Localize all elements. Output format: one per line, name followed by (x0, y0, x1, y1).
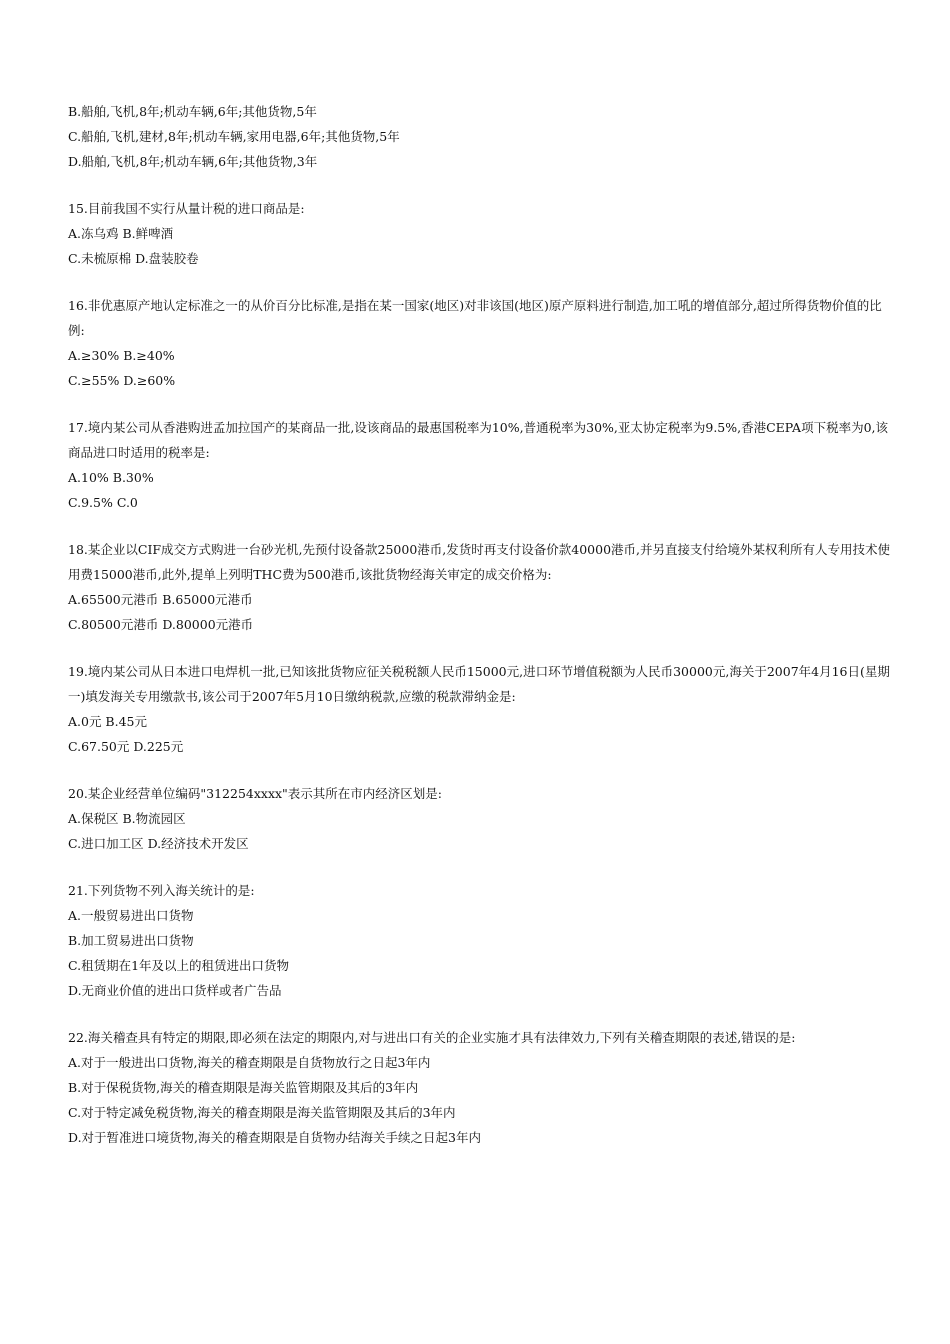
option-line: C.67.50元 D.225元 (68, 739, 184, 754)
option-line: C.≥55% D.≥60% (68, 373, 176, 388)
question-18 (68, 537, 898, 637)
option-line: A.对于一般进出口货物,海关的稽查期限是自货物放行之日起3年内 (68, 1055, 431, 1070)
option-line: A.≥30% B.≥40% (68, 348, 175, 363)
option-line: D.无商业价值的进出口货样或者广告品 (68, 983, 282, 998)
question-stem: 22.海关稽查具有特定的期限,即必须在法定的期限内,对与进出口有关的企业实施才具有法律效力,下列有关稽查期限的表述,错误的是: (68, 1030, 796, 1045)
question-stem: 17.境内某公司从香港购进孟加拉国产的某商品一批,设该商品的最惠国税率为10%,普通税率为30%,亚太协定税率为9.5%,香港CEPA项下税率为0,该商品进口时适用的税率是: (68, 420, 889, 460)
question-stem: 15.目前我国不实行从量计税的进口商品是: (68, 201, 305, 216)
option-line: B.对于保税货物,海关的稽查期限是海关监管期限及其后的3年内 (68, 1080, 419, 1095)
option-line: C.80500元港币 D.80000元港币 (68, 617, 254, 632)
question-stem: 19.境内某公司从日本进口电焊机一批,已知该批货物应征关税税额人民币15000元,进口环节增值税额为人民币30000元,海关于2007年4月16日(星期一)填发海关专用缴款书,该公司于2007年5月10日缴纳税款,应缴的税款滞纳金是: (68, 664, 890, 704)
question-stem: 21.下列货物不列入海关统计的是: (68, 883, 255, 898)
question-16 (68, 293, 898, 393)
option-line: C.船舶,飞机,建材,8年;机动车辆,家用电器,6年;其他货物,5年 (68, 129, 400, 144)
question-20 (68, 781, 898, 856)
question-19 (68, 659, 898, 759)
question-22 (68, 1025, 898, 1150)
option-line: C.未梳原棉 D.盘装胶卷 (68, 251, 199, 266)
question-stem: 20.某企业经营单位编码"312254xxxx"表示其所在市内经济区划是: (68, 786, 443, 801)
question-stem: 18.某企业以CIF成交方式购进一台砂光机,先预付设备款25000港币,发货时再支付设备价款40000港币,并另直接支付给境外某权利所有人专用技术使用费15000港币,此外,提单上列明THC费为500港币,该批货物经海关审定的成交价格为: (68, 542, 891, 582)
question-15 (68, 196, 898, 271)
option-line: C.进口加工区 D.经济技术开发区 (68, 836, 249, 851)
option-line: A.冻乌鸡 B.鲜啤酒 (68, 226, 174, 241)
option-line: A.0元 B.45元 (68, 714, 147, 729)
option-line: A.一般贸易进出口货物 (68, 908, 194, 923)
option-line: C.租赁期在1年及以上的租赁进出口货物 (68, 958, 290, 973)
option-line: D.对于暂准进口境货物,海关的稽查期限是自货物办结海关手续之日起3年内 (68, 1130, 481, 1145)
option-line: C.9.5% C.0 (68, 495, 138, 510)
option-line: A.65500元港币 B.65000元港币 (68, 592, 253, 607)
option-line: B.加工贸易进出口货物 (68, 933, 194, 948)
option-line: A.保税区 B.物流园区 (68, 811, 186, 826)
continuation-options (68, 99, 898, 174)
question-17 (68, 415, 898, 515)
option-line: B.船舶,飞机,8年;机动车辆,6年;其他货物,5年 (68, 104, 317, 119)
option-line: C.对于特定减免税货物,海关的稽查期限是海关监管期限及其后的3年内 (68, 1105, 456, 1120)
option-line: D.船舶,飞机,8年;机动车辆,6年;其他货物,3年 (68, 154, 318, 169)
question-21 (68, 878, 898, 1003)
document-page (68, 99, 898, 1150)
option-line: A.10% B.30% (68, 470, 154, 485)
question-stem: 16.非优惠原产地认定标准之一的从价百分比标准,是指在某一国家(地区)对非该国(地区)原产原料进行制造,加工吼的增值部分,超过所得货物价值的比例: (68, 298, 882, 338)
